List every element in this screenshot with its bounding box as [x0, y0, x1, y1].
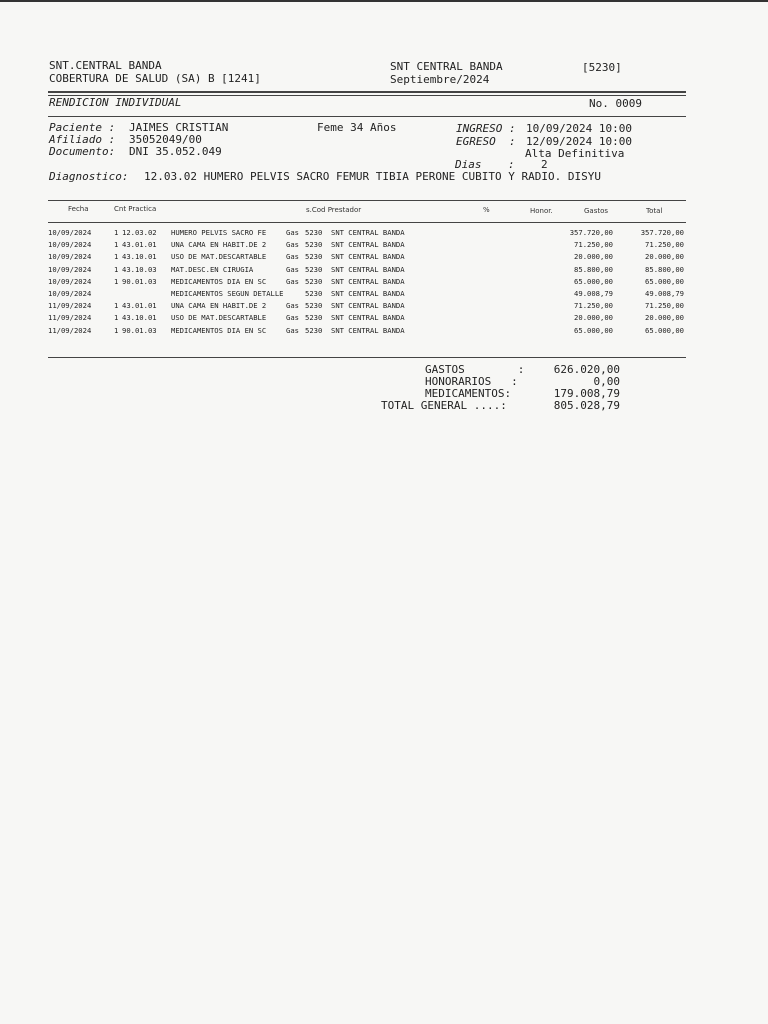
row-prestador: SNT CENTRAL BANDA [331, 325, 405, 335]
row-fecha: 10/09/2024 [48, 289, 92, 298]
row-prestador: SNT CENTRAL BANDA [331, 313, 405, 323]
row-tipo: Gas [286, 276, 299, 286]
row-tipo: Gas [286, 301, 299, 311]
row-tipo: Gas [286, 240, 299, 250]
row-cod-prestador: 5230 [305, 289, 323, 298]
table-row [48, 326, 688, 338]
row-descripcion: UNA CAMA EN HABIT.DE 2 [171, 301, 267, 311]
row-prestador: SNT CENTRAL BANDA [331, 252, 405, 262]
col-header-pct: % [483, 206, 490, 214]
col-header-gastos: Gastos [584, 207, 609, 215]
row-codigo: 43.01.01 [122, 301, 157, 311]
row-tipo: Gas [286, 325, 299, 335]
row-gastos: 49.008,79 [574, 289, 613, 298]
title-divider [48, 116, 686, 117]
table-row [48, 313, 688, 325]
table-row [48, 289, 688, 301]
row-tipo: Gas [286, 252, 299, 262]
col-header-honor: Honor. [530, 207, 553, 215]
row-total: 65.000,00 [645, 325, 684, 335]
row-cod-prestador: 5230 [305, 264, 323, 274]
row-cod-prestador: 5230 [305, 276, 323, 286]
afiliado-value: 35052049/00 [129, 133, 202, 146]
row-codigo: 90.01.03 [122, 325, 157, 335]
table-row [48, 252, 688, 264]
row-fecha: 10/09/2024 [48, 240, 92, 250]
row-fecha: 11/09/2024 [48, 301, 92, 311]
row-fecha: 11/09/2024 [48, 325, 92, 335]
row-tipo: Gas [286, 313, 299, 323]
egreso-value: 12/09/2024 10:00 [526, 135, 632, 148]
row-total: 71.250,00 [645, 301, 684, 311]
row-total: 357.720,00 [640, 228, 684, 237]
row-codigo: 90.01.03 [122, 276, 157, 286]
billing-period: Septiembre/2024 [390, 73, 490, 86]
row-cnt: 1 [114, 240, 119, 250]
row-total: 49.008,79 [645, 289, 684, 298]
col-header-prestador: s.Cod Prestador [306, 206, 362, 214]
col-header-practica: Cnt Practica [114, 205, 157, 213]
row-gastos: 65.000,00 [574, 325, 613, 335]
scan-top-edge [0, 0, 768, 2]
provider-code: [5230] [582, 61, 622, 74]
ingreso-value: 10/09/2024 10:00 [526, 122, 632, 135]
table-row [48, 240, 688, 252]
row-codigo: 43.01.01 [122, 240, 157, 250]
dias-label: Dias : [455, 158, 515, 171]
row-descripcion: MAT.DESC.EN CIRUGIA [171, 264, 254, 274]
row-prestador: SNT CENTRAL BANDA [331, 228, 405, 237]
total-gastos-label: GASTOS : [425, 363, 525, 376]
sex-age: Feme 34 Años [317, 121, 397, 134]
row-descripcion: HUMERO PELVIS SACRO FE [171, 228, 267, 237]
provider-name: SNT CENTRAL BANDA [390, 60, 503, 73]
row-cnt: 1 [114, 228, 119, 237]
ingreso-label: INGRESO : [456, 122, 516, 135]
row-cod-prestador: 5230 [305, 228, 323, 237]
row-cnt: 1 [114, 313, 119, 323]
row-cnt: 1 [114, 264, 119, 274]
row-fecha: 10/09/2024 [48, 228, 92, 237]
table-row [48, 277, 688, 289]
row-total: 85.800,00 [645, 264, 684, 274]
row-gastos: 85.800,00 [574, 264, 613, 274]
table-top-divider [48, 200, 686, 201]
coverage-name: COBERTURA DE SALUD (SA) B [1241] [49, 72, 261, 85]
document-title: RENDICION INDIVIDUAL [49, 96, 182, 109]
row-gastos: 71.250,00 [574, 240, 613, 250]
alta-status: Alta Definitiva [525, 147, 625, 160]
col-header-total: Total [646, 207, 663, 215]
row-cnt: 1 [114, 325, 119, 335]
row-descripcion: USO DE MAT.DESCARTABLE [171, 252, 267, 262]
documento-label: Documento: [49, 145, 116, 158]
row-tipo: Gas [286, 264, 299, 274]
table-row [48, 301, 688, 313]
row-prestador: SNT CENTRAL BANDA [331, 240, 405, 250]
row-cod-prestador: 5230 [305, 301, 323, 311]
paciente-label: Paciente : [49, 121, 116, 134]
row-gastos: 20.000,00 [574, 313, 613, 323]
row-total: 20.000,00 [645, 313, 684, 323]
total-general-label: TOTAL GENERAL ....: [381, 399, 507, 412]
row-cod-prestador: 5230 [305, 252, 323, 262]
documento-value: DNI 35.052.049 [129, 145, 222, 158]
total-general-value: 805.028,79 [553, 399, 620, 412]
row-codigo: 43.10.01 [122, 313, 157, 323]
table-bottom-divider [48, 357, 686, 358]
row-cnt: 1 [114, 301, 119, 311]
row-prestador: SNT CENTRAL BANDA [331, 264, 405, 274]
row-tipo: Gas [286, 228, 299, 237]
row-prestador: SNT CENTRAL BANDA [331, 276, 405, 286]
row-gastos: 65.000,00 [574, 276, 613, 286]
row-fecha: 10/09/2024 [48, 264, 92, 274]
dias-value: 2 [541, 158, 548, 171]
row-fecha: 10/09/2024 [48, 252, 92, 262]
row-codigo: 12.03.02 [122, 228, 157, 237]
row-cnt: 1 [114, 252, 119, 262]
paciente-value: JAIMES CRISTIAN [129, 121, 229, 134]
row-total: 65.000,00 [645, 276, 684, 286]
row-descripcion: UNA CAMA EN HABIT.DE 2 [171, 240, 267, 250]
row-descripcion: MEDICAMENTOS SEGUN DETALLE [171, 289, 284, 298]
row-descripcion: MEDICAMENTOS DIA EN SC [171, 276, 267, 286]
row-descripcion: MEDICAMENTOS DIA EN SC [171, 325, 267, 335]
total-gastos-value: 626.020,00 [553, 363, 620, 376]
row-fecha: 11/09/2024 [48, 313, 92, 323]
diagnostico-value: 12.03.02 HUMERO PELVIS SACRO FEMUR TIBIA PERONE CUBITO Y RADIO. DISYU [144, 170, 601, 183]
row-fecha: 10/09/2024 [48, 276, 92, 286]
total-honorarios-label: HONORARIOS : [425, 375, 518, 388]
total-medicamentos-value: 179.008,79 [553, 387, 620, 400]
row-cnt: 1 [114, 276, 119, 286]
row-gastos: 357.720,00 [569, 228, 613, 237]
table-header-divider [48, 222, 686, 223]
row-cod-prestador: 5230 [305, 325, 323, 335]
row-descripcion: USO DE MAT.DESCARTABLE [171, 313, 267, 323]
col-header-fecha: Fecha [68, 205, 89, 213]
table-row [48, 228, 688, 240]
row-cod-prestador: 5230 [305, 240, 323, 250]
row-cod-prestador: 5230 [305, 313, 323, 323]
row-total: 20.000,00 [645, 252, 684, 262]
afiliado-label: Afiliado : [49, 133, 116, 146]
row-total: 71.250,00 [645, 240, 684, 250]
row-codigo: 43.10.01 [122, 252, 157, 262]
diagnostico-label: Diagnostico: [49, 170, 129, 183]
table-row [48, 265, 688, 277]
header-divider [48, 91, 686, 93]
row-prestador: SNT CENTRAL BANDA [331, 289, 405, 298]
total-medicamentos-label: MEDICAMENTOS: [425, 387, 512, 400]
institution-name: SNT.CENTRAL BANDA [49, 59, 162, 72]
row-codigo: 43.10.03 [122, 264, 157, 274]
row-prestador: SNT CENTRAL BANDA [331, 301, 405, 311]
row-gastos: 20.000,00 [574, 252, 613, 262]
row-gastos: 71.250,00 [574, 301, 613, 311]
total-honorarios-value: 0,00 [593, 375, 620, 388]
document-number: No. 0009 [589, 97, 642, 110]
egreso-label: EGRESO : [456, 135, 516, 148]
